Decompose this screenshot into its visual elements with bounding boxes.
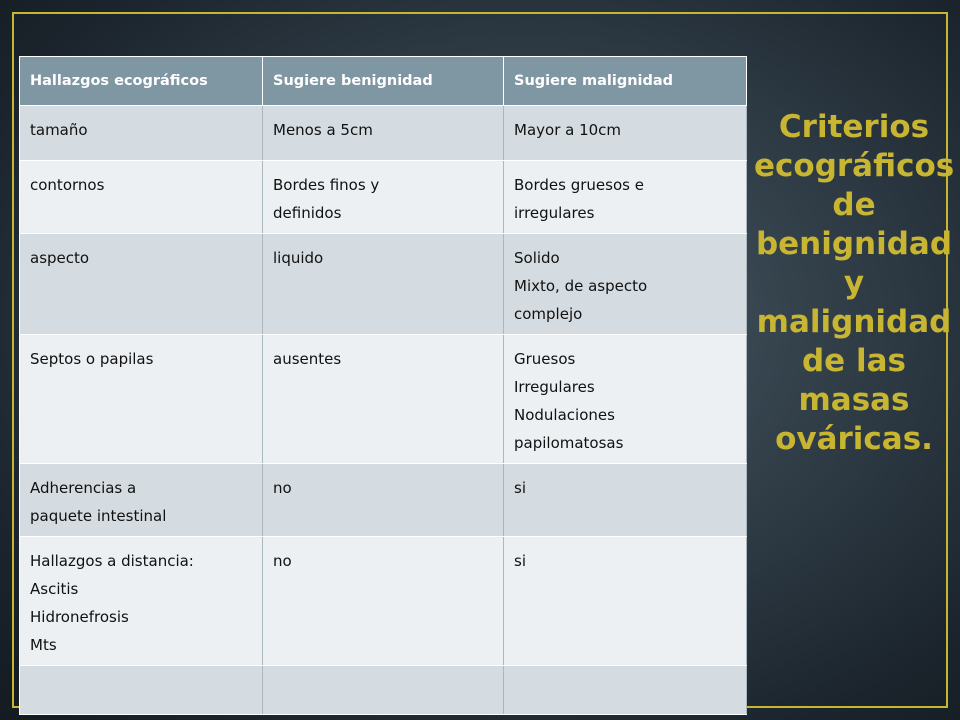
finding-cell (20, 161, 263, 234)
cell-line: Ascitis (30, 580, 79, 598)
cell-line: definidos (273, 204, 342, 222)
table-row (20, 666, 747, 715)
cell-line: no (273, 552, 292, 570)
cell-line: si (514, 552, 526, 570)
cell-line: paquete intestinal (30, 507, 167, 525)
title-line: masas (798, 382, 910, 418)
cell-line: si (514, 479, 526, 497)
table-row (20, 464, 747, 537)
cell-line: Hidronefrosis (30, 608, 129, 626)
malignant-cell (504, 335, 747, 464)
criteria-table (19, 56, 747, 715)
malignant-cell (504, 666, 747, 715)
table-row (20, 537, 747, 666)
malignant-cell (504, 537, 747, 666)
benign-cell (263, 335, 504, 464)
cell-line: Septos o papilas (30, 350, 154, 368)
benign-cell (263, 537, 504, 666)
benign-cell (263, 106, 504, 161)
cell-line: Gruesos (514, 350, 576, 368)
title-line: benignidad (755, 226, 953, 262)
cell-line: Bordes gruesos e (514, 176, 644, 194)
title-line: de (832, 187, 876, 223)
finding-cell (20, 234, 263, 335)
cell-line: Mayor a 10cm (514, 121, 622, 139)
title-line: ecográficos (754, 148, 955, 184)
finding-cell (20, 335, 263, 464)
finding-cell (20, 537, 263, 666)
finding-cell (20, 106, 263, 161)
header-malignant: Sugiere malignidad (504, 57, 747, 106)
benign-cell (263, 666, 504, 715)
header-benign: Sugiere benignidad (263, 57, 504, 106)
malignant-cell (504, 234, 747, 335)
cell-line: Menos a 5cm (273, 121, 373, 139)
table-row (20, 161, 747, 234)
cell-line: Hallazgos a distancia: (30, 552, 194, 570)
malignant-cell (504, 464, 747, 537)
title-line: y (843, 265, 865, 301)
malignant-cell (504, 106, 747, 161)
cell-line: Nodulaciones (514, 406, 615, 424)
finding-cell (20, 464, 263, 537)
finding-cell (20, 666, 263, 715)
benign-cell (263, 234, 504, 335)
cell-line: ausentes (273, 350, 342, 368)
cell-line: irregulares (514, 204, 595, 222)
benign-cell (263, 464, 504, 537)
table-header-row (20, 57, 747, 106)
cell-line: Solido (514, 249, 560, 267)
cell-line: contornos (30, 176, 105, 194)
header-findings: Hallazgos ecográficos (20, 57, 263, 106)
cell-line: papilomatosas (514, 434, 624, 452)
cell-line: Mts (30, 636, 57, 654)
cell-line: Adherencias a (30, 479, 137, 497)
cell-line: tamaño (30, 121, 88, 139)
slide-title (754, 108, 954, 459)
table-row (20, 234, 747, 335)
table-row (20, 106, 747, 161)
table-row (20, 335, 747, 464)
cell-line: complejo (514, 305, 583, 323)
cell-line: no (273, 479, 292, 497)
cell-line: aspecto (30, 249, 90, 267)
cell-line: Mixto, de aspecto (514, 277, 648, 295)
title-line: de las (801, 343, 906, 379)
criteria-table-container (19, 56, 746, 691)
cell-line: Bordes finos y (273, 176, 380, 194)
malignant-cell (504, 161, 747, 234)
title-line: Criterios (778, 109, 930, 145)
cell-line: liquido (273, 249, 324, 267)
benign-cell (263, 161, 504, 234)
title-line: ováricas. (775, 421, 933, 457)
title-line: malignidad (756, 304, 952, 340)
cell-line: Irregulares (514, 378, 595, 396)
